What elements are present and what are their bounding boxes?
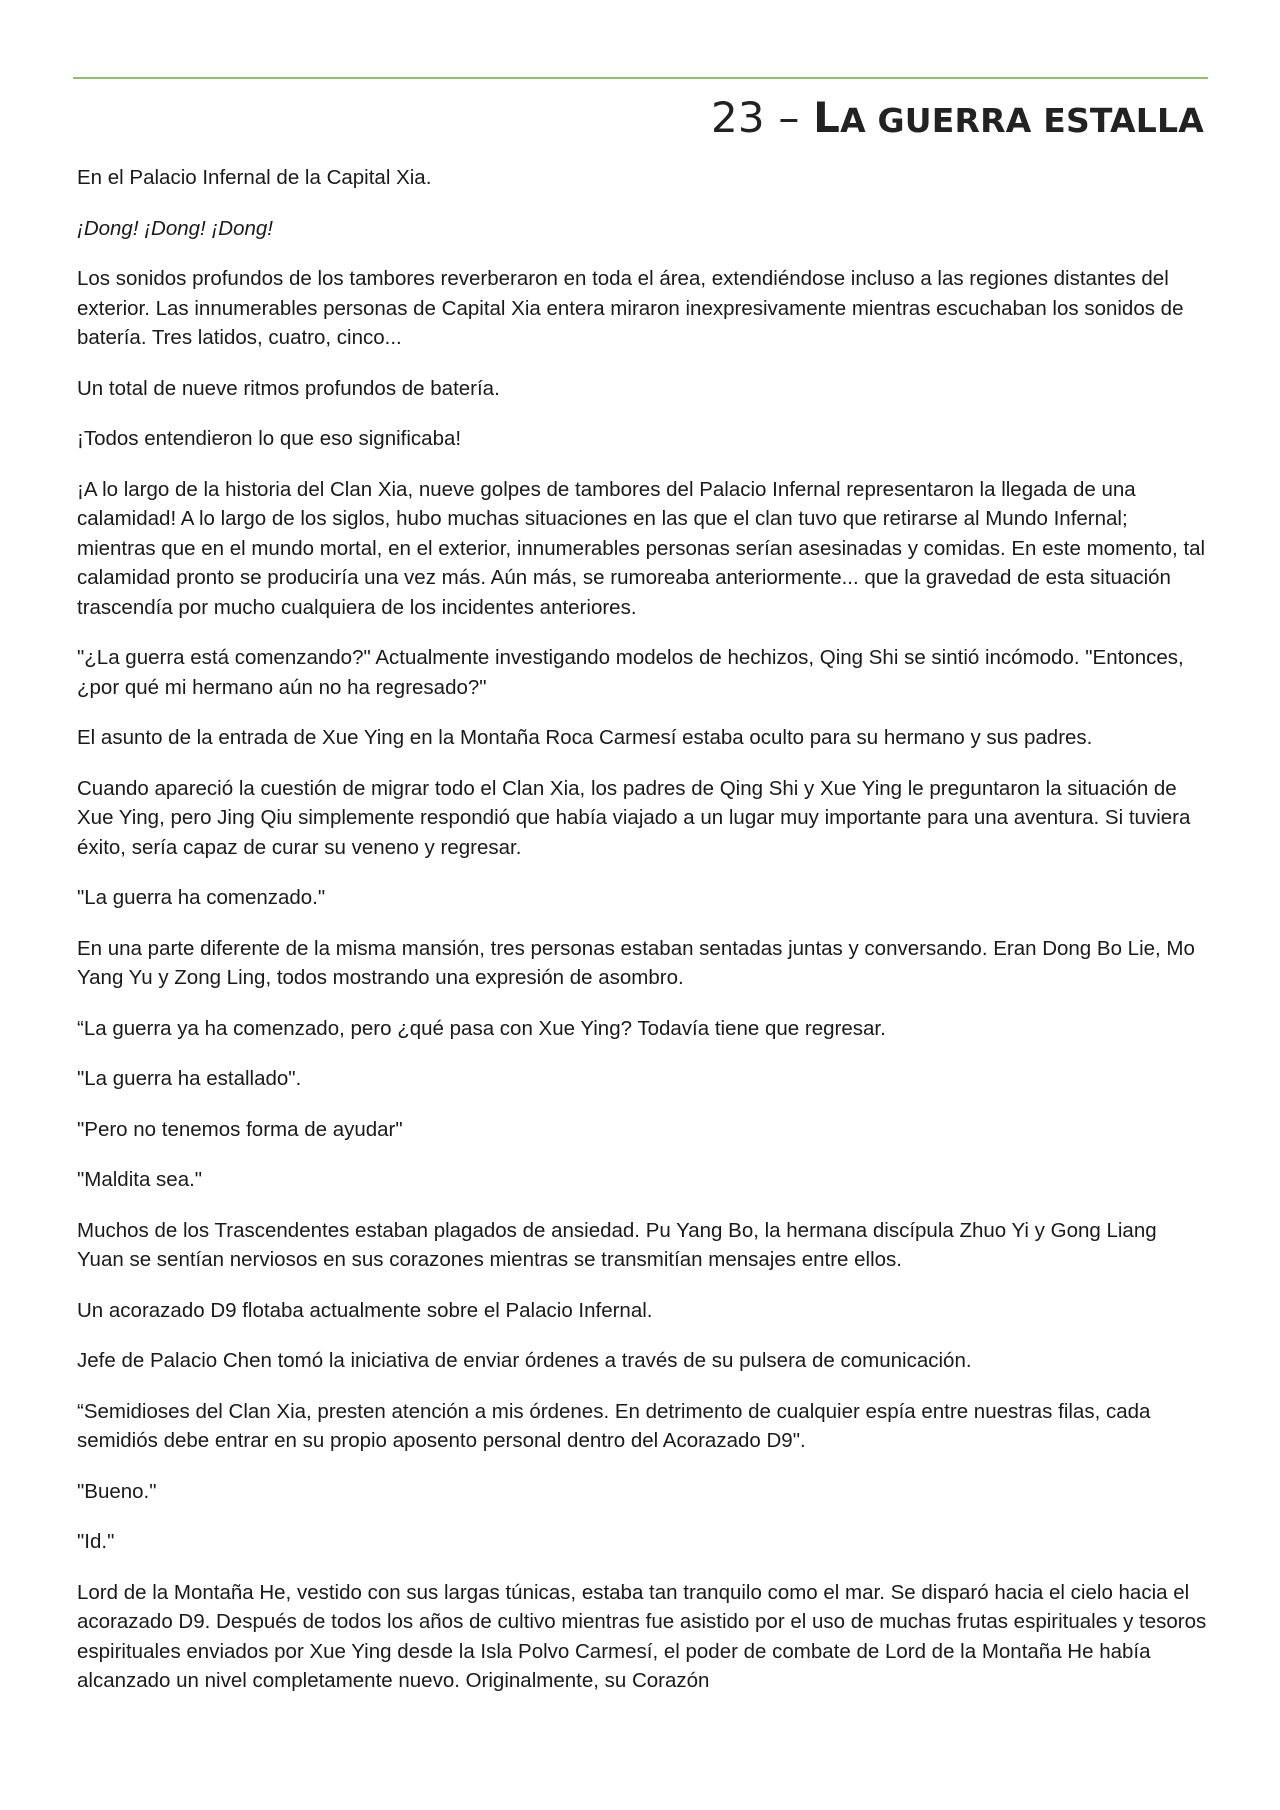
chapter-title-initial: L xyxy=(813,93,841,142)
paragraph: ¡Todos entendieron lo que eso significaba! xyxy=(77,427,462,450)
paragraph: "Maldita sea." xyxy=(77,1168,203,1191)
chapter-body xyxy=(77,163,1207,1717)
paragraph: “Semidioses del Clan Xia, presten atención a mis órdenes. En detrimento de cualquier espía entre nuestras filas, cada semidiós debe entrar en su propio aposento personal dentro del Acorazado D9". xyxy=(77,1399,1151,1452)
paragraph: Jefe de Palacio Chen tomó la iniciativa de enviar órdenes a través de su pulsera de comunicación. xyxy=(77,1349,972,1372)
chapter-title-rest: A GUERRA ESTALLA xyxy=(840,101,1204,140)
paragraph: Un total de nueve ritmos profundos de batería. xyxy=(77,376,500,400)
paragraph: "Id." xyxy=(77,1530,115,1553)
chapter-title xyxy=(711,92,1204,147)
paragraph: Cuando apareció la cuestión de migrar todo el Clan Xia, los padres de Qing Shi y Xue Ying le preguntaron la situación de Xue Ying, pero Jing Qiu simplemente respondió que había viajado a un lugar muy importante para una aventura. Si tuviera éxito, sería capaz de curar su veneno y regresar. xyxy=(77,776,1191,859)
paragraph: "La guerra ha comenzado." xyxy=(77,886,326,909)
paragraph: Lord de la Montaña He, vestido con sus largas túnicas, estaba tan tranquilo como el mar. Se disparó hacia el cielo hacia el acorazado D9. Después de todos los años de cultivo mientras fue asistido por el uso de muchas frutas espirituales y tesoros espirituales enviados por Xue Ying desde la Isla Polvo Carmesí, el poder de combate de Lord de la Montaña He había alcanzado un nivel completamente nuevo. Originalmente, su Corazón xyxy=(77,1580,1207,1692)
paragraph: "¿La guerra está comenzando?" Actualmente investigando modelos de hechizos, Qing Shi se sintió incómodo. "Entonces, ¿por qué mi hermano aún no ha regresado?" xyxy=(77,646,1184,699)
paragraph: Un acorazado D9 flotaba actualmente sobre el Palacio Infernal. xyxy=(77,1298,653,1322)
header-rule xyxy=(73,77,1208,79)
paragraph: En una parte diferente de la misma mansión, tres personas estaban sentadas juntas y conversando. Eran Dong Bo Lie, Mo Yang Yu y Zong Ling, todos mostrando una expresión de asombro. xyxy=(77,936,1195,989)
paragraph: Muchos de los Trascendentes estaban plagados de ansiedad. Pu Yang Bo, la hermana discípula Zhuo Yi y Gong Liang Yuan se sentían nerviosos en sus corazones mientras se transmitían mensajes entre ellos. xyxy=(77,1218,1157,1271)
paragraph: El asunto de la entrada de Xue Ying en la Montaña Roca Carmesí estaba oculto para su hermano y sus padres. xyxy=(77,726,1093,749)
paragraph: Los sonidos profundos de los tambores reverberaron en toda el área, extendiéndose incluso a las regiones distantes del exterior. Las innumerables personas de Capital Xia entera miraron inexpresivamente mientras escuchaban los sonidos de batería. Tres latidos, cuatro, cinco... xyxy=(77,267,1184,349)
paragraph: ¡A lo largo de la historia del Clan Xia, nueve golpes de tambores del Palacio Infernal representaron la llegada de una calamidad! A lo largo de los siglos, hubo muchas situaciones en las que el clan tuvo que retirarse al Mundo Infernal; mientras que en el mundo mortal, en el exterior, innumerables personas serían asesinadas y comidas. En este momento, tal calamidad pronto se produciría una vez más. Aún más, se rumoreaba anteriormente... que la gravedad de esta situación trascendía por mucho cualquiera de los incidentes anteriores. xyxy=(77,477,1206,619)
chapter-dash: – xyxy=(778,93,800,142)
paragraph: “La guerra ya ha comenzado, pero ¿qué pasa con Xue Ying? Todavía tiene que regresar. xyxy=(77,1016,886,1040)
paragraph: "La guerra ha estallado". xyxy=(77,1067,302,1090)
paragraph: ¡Dong! ¡Dong! ¡Dong! xyxy=(77,216,273,240)
chapter-number: 23 xyxy=(710,93,765,142)
paragraph: En el Palacio Infernal de la Capital Xia. xyxy=(77,166,432,189)
paragraph: "Pero no tenemos forma de ayudar" xyxy=(77,1117,403,1141)
paragraph: "Bueno." xyxy=(77,1479,157,1503)
